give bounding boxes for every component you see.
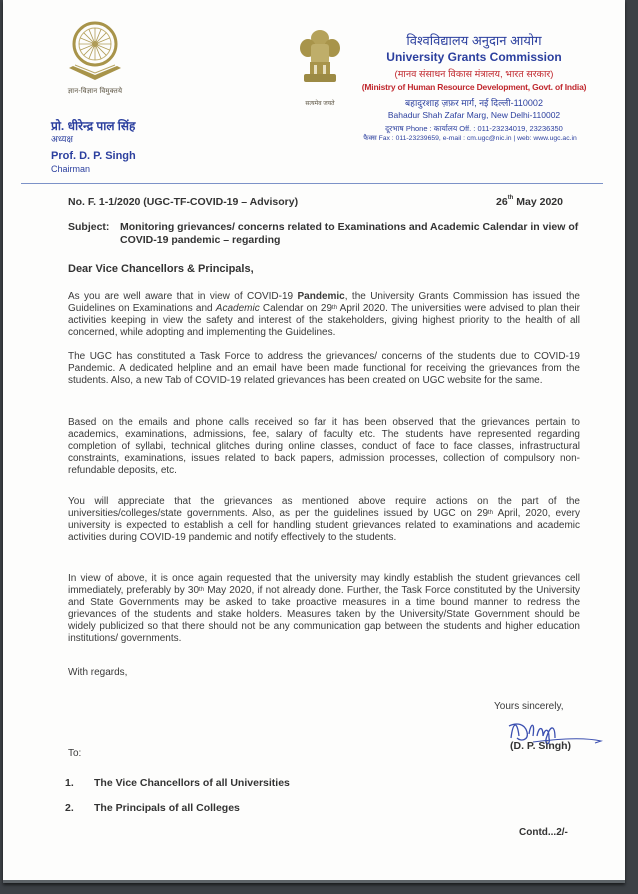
p1-italic: Academic (215, 303, 260, 314)
p5-text-a: In view of above, it is once again requested that the university may kindly establish the student grievances cell immediately, preferably by 30 (68, 573, 580, 596)
chairman-name: Prof. D. P. Singh (51, 150, 136, 162)
recipient-item (65, 802, 240, 814)
recipient-text: The Principals of all Colleges (94, 802, 240, 814)
p4-text-a: You will appreciate that the grievances as mentioned above require actions on the part of the universities/colleges/state governments. Also, as per the guidelines issued by UGC on 29 (68, 496, 580, 519)
ministry-hindi: (मानव संसाधन विकास मंत्रालय, भारत सरकार) (394, 69, 554, 80)
p1-bold: Pandemic (297, 291, 345, 302)
recipient-number: 1. (65, 777, 74, 789)
logo-motto: ज्ञान-विज्ञान विमुक्तये (67, 88, 123, 95)
address-hindi: बहादुरशाह ज़फ़र मार्ग, नई दिल्ली-110002 (405, 98, 543, 108)
org-name-hindi: विश्वविद्यालय अनुदान आयोग (406, 33, 542, 48)
letter-date (496, 196, 563, 208)
recipient-text: The Vice Chancellors of all Universities (94, 777, 290, 789)
paragraph-5 (68, 573, 580, 645)
date-day: 26 (496, 196, 508, 208)
p5-text-b: May 2020, if not already done. Further, the Task Force constituted by the University and State Governments may be asked to take proactive measures in a time bound manner to redress the grievances of the students and stake holders. Measures taken by the University/State Government should be widely publicized so that there should not be any communication gap between the students and higher education institutions/ governments. (68, 585, 580, 644)
date-suffix: th (507, 195, 514, 201)
continued-marker: Contd...2/- (519, 827, 568, 838)
letter-page (3, 0, 625, 883)
ugc-logo-block (51, 18, 139, 96)
signer-name: (D. P. Singh) (510, 740, 572, 752)
org-name: University Grants Commission (386, 50, 562, 64)
p1-text-c: Calendar on 29 (259, 303, 333, 314)
p1-text-a: As you are well aware that in view of COVID-19 (68, 291, 298, 302)
letterhead-divider (21, 183, 603, 184)
address: Bahadur Shah Zafar Marg, New Delhi-110002 (387, 110, 561, 120)
subject-line (68, 221, 588, 246)
subject-label: Subject: (68, 221, 110, 233)
emblem-motto: सत्यमेव जयते (305, 101, 335, 107)
p4-text-b: April, 2020, every university is expected to establish a cell for handling student grievances related to examinations and academic activities during COVID-19 pandemic and notify effectively to the students. (68, 508, 580, 543)
chairman-title-hindi: अध्यक्ष (51, 134, 73, 144)
national-emblem-icon (296, 26, 344, 94)
p1-text-d: April 2020. The universities were advised to plan their activities keeping in view the safety and interest of the stakeholders, giving highest priority to the health of all concerned, while adopting and implementing the Guidelines. (68, 303, 580, 338)
salutation: Dear Vice Chancellors & Principals, (68, 263, 254, 275)
regards: With regards, (68, 667, 128, 678)
chairman-title: Chairman (51, 164, 91, 174)
p4-sup: th (488, 510, 494, 516)
p5-sup: th (199, 587, 205, 593)
p1-sup: th (332, 305, 338, 311)
organization-info (343, 33, 605, 144)
to-label: To: (68, 748, 82, 759)
ministry-name: (Ministry of Human Resource Development, Govt. of India) (361, 82, 587, 92)
recipient-number: 2. (65, 802, 74, 814)
subject-text: Monitoring grievances/ concerns related to Examinations and Academic Calendar in view of COVID-19 pandemic – regarding (120, 221, 579, 246)
phone-line: दूरभाष Phone : कार्यालय Off. : 011-23234019, 23236350 (385, 124, 563, 133)
date-month-year: May 2020 (513, 196, 563, 208)
reference-number: No. F. 1-1/2020 (UGC-TF-COVID-19 – Advisory) (68, 196, 299, 208)
fax-email-web-line: फैक्स Fax : 011-23239659, e-mail : cm.ugc@nic.in | web: www.ugc.ac.in (363, 135, 577, 142)
chairman-name-hindi: प्रो. धीरेन्द्र पाल सिंह (51, 119, 136, 133)
recipient-item (65, 777, 290, 789)
paragraph-3: Based on the emails and phone calls received so far it has been observed that the grievances pertain to academics, examinations, admissions, fee, salary of faculty etc. The students have represented regarding completion of syllabi, technical glitches during online classes, conduct of face to face classes, infrastructural constraints, examinations, issues related to back papers, admission processes, collection of compulsory non-refundable deposits, etc. (68, 417, 580, 476)
paragraph-2: The UGC has constituted a Task Force to address the grievances/ concerns of the students due to COVID-19 Pandemic. A dedicated helpline and an email have been made functional for receiving the grievances from the students. Also, a new Tab of COVID-19 related grievances has been created on UGC website for the same. (68, 351, 580, 386)
closing: Yours sincerely, (494, 701, 564, 712)
national-emblem-block (294, 26, 346, 107)
paragraph-1 (68, 291, 580, 339)
ugc-wheel-logo-icon (65, 18, 125, 86)
paragraph-4 (68, 496, 580, 544)
p1-text-b: , the University Grants Commission has issued the Guidelines on Examinations and (68, 291, 580, 314)
